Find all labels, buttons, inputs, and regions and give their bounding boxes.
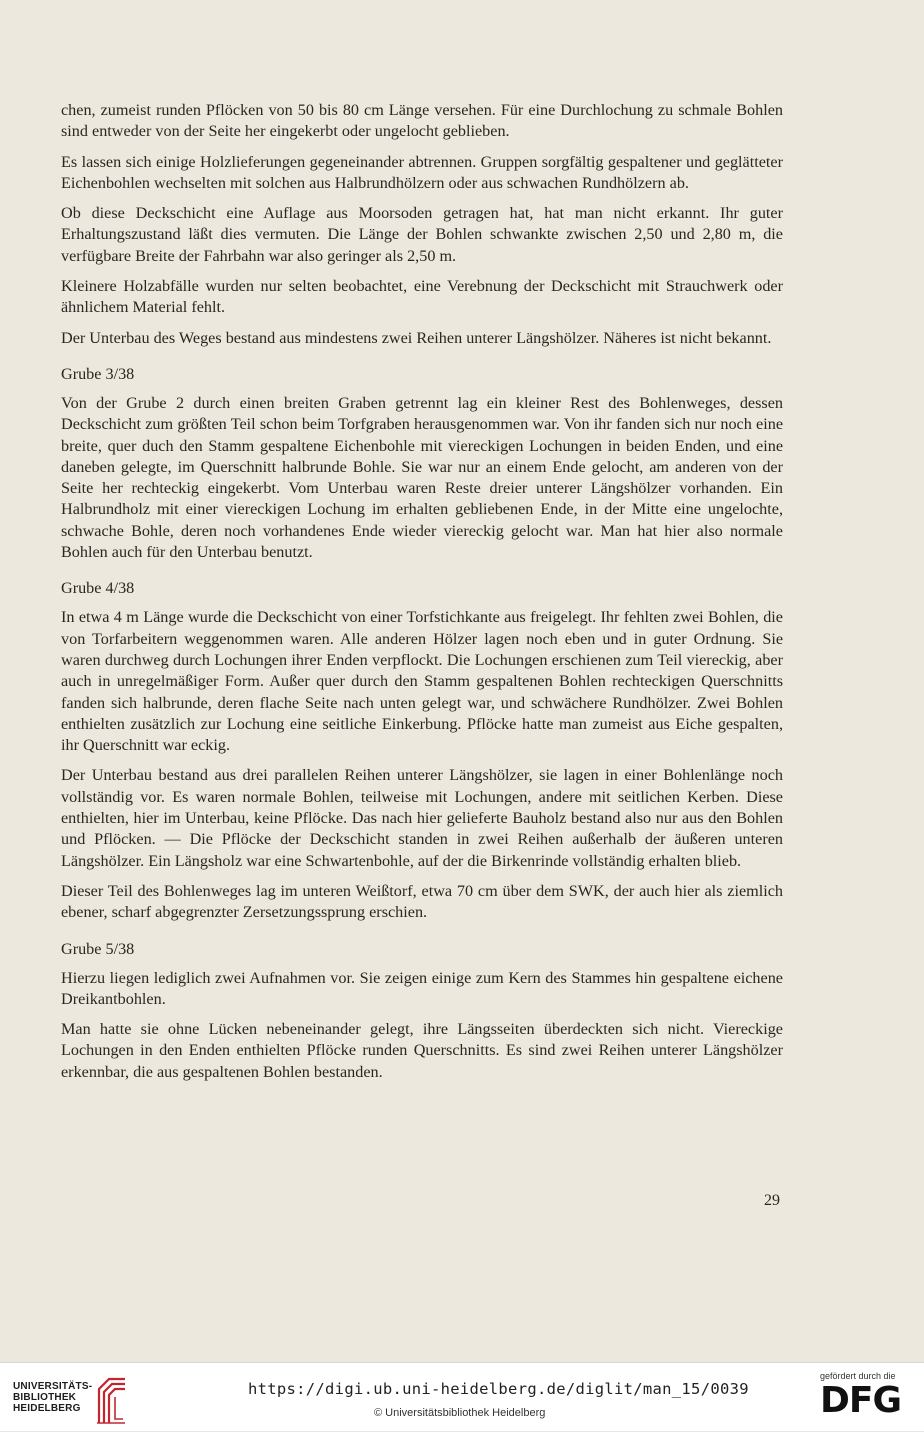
paragraph: Kleinere Holzabfälle wurden nur selten beobachtet, eine Verebnung der Deckschicht mit Strauchwerk oder ähnlichem Material fehlt. (61, 277, 783, 317)
ub-heidelberg-logo-icon (95, 1375, 129, 1432)
paragraph: chen, zumeist runden Pflöcken von 50 bis 80 cm Länge versehen. Für eine Durchlochung zu schmale Bohlen sind entweder von der Seite her eingekerbt oder ungelocht geblieben. (61, 101, 783, 141)
section-heading-grube-3: Grube 3/38 (61, 364, 135, 383)
paragraph: Hierzu liegen lediglich zwei Aufnahmen vor. Sie zeigen einige zum Kern des Stammes hin gespaltene eichene Dreikantbohlen. (61, 968, 783, 1008)
document-url-link[interactable]: https://digi.ub.uni-heidelberg.de/diglit/man_15/0039 (248, 1380, 749, 1398)
body-text (61, 100, 783, 1092)
paragraph: Dieser Teil des Bohlenweges lag im unteren Weißtorf, etwa 70 cm über dem SWK, der auch hier als ziemlich ebener, scharf abgegrenzter Zersetzungssprung erschien. (61, 881, 783, 922)
paragraph: Von der Grube 2 durch einen breiten Graben getrennt lag ein kleiner Rest des Bohlenweges, dessen Deckschicht zum größten Teil schon beim Torfgraben herausgenommen war. Von ihr fanden sich nur noch eine breite, quer duch den Stamm gespaltene Eichenbohle mit viereckigen Lochungen in beiden Enden, und eine daneben gelegte, im Querschnitt halbrunde Bohle. Sie war nur an einem Ende gelocht, am anderen von der Seite her rechteckig eingekerbt. Vom Unterbau waren Reste dreier unterer Längshölzer vorhanden. Ein Halbrundholz mit einer viereckigen Lochung im erhalten gebliebenen Ende, in der Mitte eine ungelochte, schwache Bohle, deren noch vorhandenes Ende wieder viereckig gelocht war. Man hat hier also normale Bohlen auch für den Unterbau benutzt. (61, 393, 783, 562)
paragraph: In etwa 4 m Länge wurde die Deckschicht von einer Torfstichkante aus freigelegt. Ihr fehlten zwei Bohlen, die von Torfarbeitern weggenommen waren. Alle anderen Hölzer lagen noch eben und in guter Ordnung. Sie waren durchweg durch Lochungen ihrer Enden verpflockt. Die Lochungen erschienen zum Teil viereckig, aber auch in unregelmäßiger Form. Außer quer durch den Stamm gespaltenen Bohlen rechteckigen Querschnitts fanden sich halbrunde, deren flache Seite nach unten gelegt war, und schwächere Rundhölzer. Zwei Bohlen enthielten zusätzlich zur Lochung eine seitliche Einkerbung. Pflöcke hatte man zumeist aus Eiche gespalten, ihr Querschnitt war eckig. (61, 608, 783, 755)
paragraph: Es lassen sich einige Holzlieferungen gegeneinander abtrennen. Gruppen sorgfältig gespaltener und geglätteter Eichenbohlen wechselten mit solchen aus Halbrundhölzern oder aus schwachen Rundhölzern ab. (61, 152, 783, 192)
copyright-notice: © Universitätsbibliothek Heidelberg (374, 1407, 546, 1419)
library-logo[interactable] (13, 1381, 143, 1425)
library-name (13, 1381, 92, 1414)
funder-block[interactable] (820, 1371, 920, 1419)
page-number: 29 (764, 1192, 780, 1209)
library-name-line: HEIDELBERG (13, 1403, 81, 1414)
funder-caption: gefördert durch die (820, 1371, 896, 1381)
library-name-line: UNIVERSITÄTS- (13, 1381, 93, 1392)
paragraph: Der Unterbau des Weges bestand aus mindestens zwei Reihen unterer Längshölzer. Näheres ist nicht bekannt. (61, 328, 772, 347)
paragraph: Der Unterbau bestand aus drei parallelen Reihen unterer Längshölzer, sie lagen in einer Bohlenlänge noch vollständig vor. Es waren normale Bohlen, teilweise mit Lochungen, andere mit seitlichen Kerben. Diese enthielten, hier im Unterbau, keine Pflöcke. Das nach hier gelieferte Bauholz bestand also nur aus den Bohlen und Pflöcken. — Die Pflöcke der Deckschicht standen in zwei Reihen außerhalb der äußeren unteren Längshölzer. Ein Längsholz war eine Schwartenbohle, auf der die Birkenrinde vollständig erhalten blieb. (61, 766, 783, 870)
dfg-logo: DFG (820, 1380, 902, 1421)
library-name-line: BIBLIOTHEK (13, 1392, 77, 1403)
section-heading-grube-5: Grube 5/38 (61, 939, 135, 958)
viewer-footer (0, 1362, 924, 1431)
paragraph: Man hatte sie ohne Lücken nebeneinander gelegt, ihre Längsseiten überdeckten sich nicht. Viereckige Lochungen in den Enden enthielten Pflöcke runden Querschnitts. Es sind zwei Reihen unterer Längshölzer erkennbar, die aus gespaltenen Bohlen bestanden. (61, 1020, 783, 1081)
section-heading-grube-4: Grube 4/38 (61, 579, 135, 598)
paragraph: Ob diese Deckschicht eine Auflage aus Moorsoden getragen hat, hat man nicht erkannt. Ihr guter Erhaltungszustand läßt dies vermuten. Die Länge der Bohlen schwankte zwischen 2,50 und 2,80 m, die verfügbare Breite der Fahrbahn war also geringer als 2,50 m. (61, 204, 783, 265)
